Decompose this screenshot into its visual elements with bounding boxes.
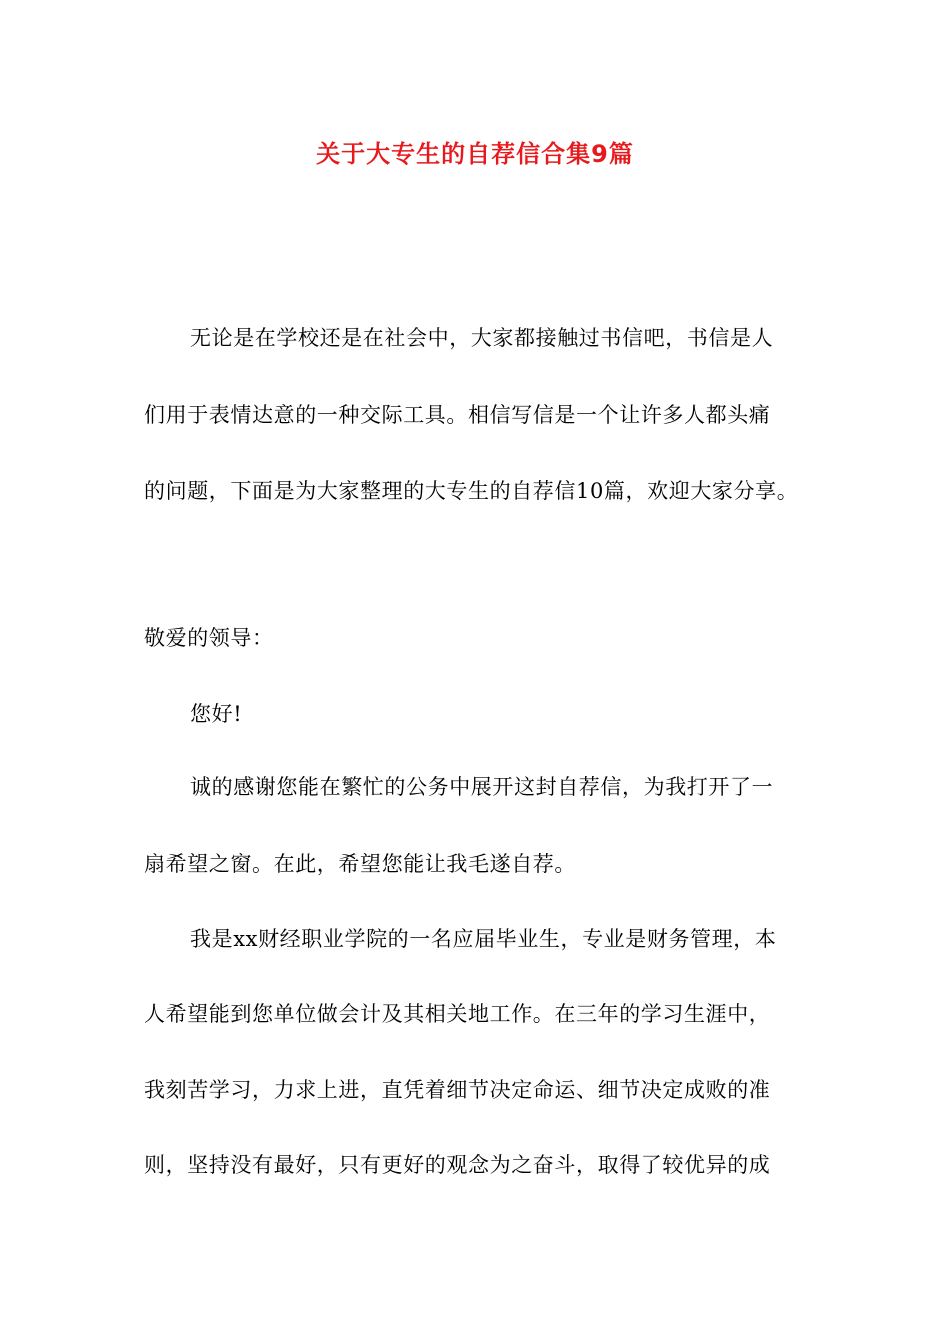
paragraph-2-line-2: 人希望能到您单位做会计及其相关地工作。在三年的学习生涯中， [144,1002,771,1026]
paragraph-2-line-3: 我刻苦学习，力求上进，直凭着细节决定命运、细节决定成败的准 [144,1078,771,1102]
intro-line-3: 的问题，下面是为大家整理的大专生的自荐信10篇，欢迎大家分享。 [144,479,799,503]
intro-line-2: 们用于表情达意的一种交际工具。相信写信是一个让许多人都头痛 [144,403,771,427]
salutation: 敬爱的领导： [144,626,274,650]
document-title: 关于大专生的自荐信合集9篇 [316,140,634,168]
greeting: 您好! [190,702,243,726]
paragraph-1-line-1: 诚的感谢您能在繁忙的公务中展开这封自荐信，为我打开了一 [190,775,774,799]
paragraph-2-line-1: 我是xx财经职业学院的一名应届毕业生，专业是财务管理，本 [190,927,777,951]
paragraph-2-line-4: 则，坚持没有最好，只有更好的观念为之奋斗，取得了较优异的成 [144,1153,771,1177]
intro-line-1: 无论是在学校还是在社会中，大家都接触过书信吧，书信是人 [190,326,774,350]
paragraph-1-line-2: 扇希望之窗。在此，希望您能让我毛遂自荐。 [144,852,576,876]
